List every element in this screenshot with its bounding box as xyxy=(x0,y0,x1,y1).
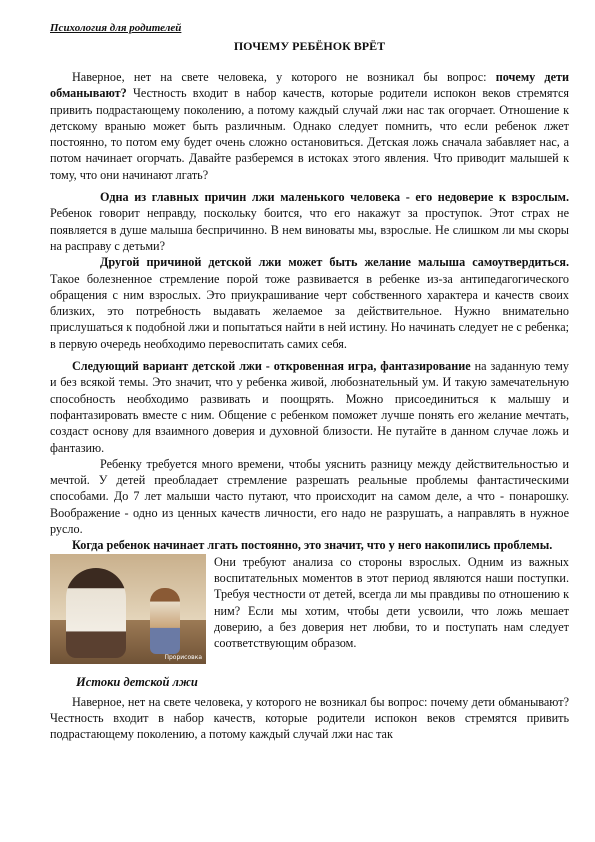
paragraph-1-rest: Честность входит в набор качеств, которые родители испокон веков стремятся привить подрастающему поколению, а потому каждый случай лжи нас так огорчает. Отношение к детскому враныю может быть различным. Однако следует помнить, что если ребенок лжет постоянно, то потом ему будет очень сложно остановиться. Детская ложь сначала забавляет нас, а потом начинает огорчать. Давайте разберемся в истоках этого явления. Что приводит малышей к тому, что они начинают лгать? xyxy=(50,86,569,182)
subheading: Истоки детской лжи xyxy=(76,674,198,689)
paragraph-3-rest: Такое болезненное стремление порой тоже развивается в ребенке из-за антипедагогического обращения с ним взрослых. Это приукрашивание черт собственного характера и качеств своих близких, это потребность выдавать желаемое за действительное. Нужно внимательно прислушаться к подобной лжи и попытаться найти в ней истину. Но начинать следует не с ребенка; в первую очередь необходимо перевоспитать самих себя. xyxy=(50,271,569,351)
document-page xyxy=(50,22,569,743)
photo-with-text xyxy=(50,554,569,664)
paragraph-4-bold: Следующий вариант детской лжи - откровенная игра, фантазирование xyxy=(72,359,471,374)
paragraph-6-rest: Они требуют анализа со стороны взрослых. Одним из важных воспитательных моментов в этот период являются наши поступки. Требуя честности от детей, всегда ли мы правдивы по отношению к ним? Если мы хотим, чтобы дети усвоили, что ложь мешает доверию, а без доверия нет любви, то и поступать нам следует соответствующим образом. xyxy=(214,554,569,651)
paragraph-3-bold: Другой причиной детской лжи может быть желание малыша самоутвердиться. xyxy=(100,255,569,270)
mother-child-photo xyxy=(50,554,206,664)
paragraph-5: Ребенку требуется много времени, чтобы уяснить разницу между действительностью и мечтой. У детей преобладает стремление разрешать реальные проблемы фантастическими способами. До 7 лет малыши часто путают, что происходит на самом деле, а что - понарошку. Воображение - одно из ценных качеств личности, его надо не разрушать, а направлять в нужное русло. xyxy=(50,456,569,537)
child-figure xyxy=(150,588,180,654)
paragraph-4-rest: на заданную тему и без всякой темы. Это значит, что у ребенка живой, любознательный ум. И такую замечательную способность необходимо развивать и поощрять. Можно присоединиться к малышу и пофантазировать вместе с ним. Общение с ребенком поможет лучше понять его желание мечтать, создаст основу для взаимного доверия и духовной близости. Не путайте в данном случае ложь и фантазию. xyxy=(50,359,569,455)
photo-watermark: Прорисовка xyxy=(164,653,202,661)
paragraph-1-bold: почему дети обманывают? xyxy=(50,70,570,101)
page-title: ПОЧЕМУ РЕБЁНОК ВРЁТ xyxy=(233,39,386,53)
paragraph-4 xyxy=(50,358,569,456)
paragraph-6-bold: Когда ребенок начинает лгать постоянно, это значит, что у него накопились проблемы. xyxy=(72,538,553,553)
rubric-heading: Психология для родителей xyxy=(50,22,182,34)
paragraph-6-intro xyxy=(50,537,569,553)
paragraph-2 xyxy=(50,189,569,254)
paragraph-2-rest: Ребенок говорит неправду, поскольку боится, что его накажут за проступок. Этот страх не появляется в душе малыша беспричинно. В нем виноваты мы, взрослые. Не слишком ли мы скоры на расправу с детьми? xyxy=(50,206,569,253)
paragraph-1-lead: Наверное, нет на свете человека, у которого не возникал бы вопрос: xyxy=(72,70,496,84)
paragraph-2-bold: Одна из главных причин лжи маленького человека - его недоверие к взрослым. xyxy=(100,190,569,205)
paragraph-7: Наверное, нет на свете человека, у которого не возникал бы вопрос: почему дети обманывают? Честность входит в набор качеств, которые родители испокон веков стремятся привить подрастающему поколению, а потому каждый случай лжи нас так xyxy=(50,694,569,742)
paragraph-1 xyxy=(50,69,569,183)
mother-figure xyxy=(66,568,126,658)
paragraph-3 xyxy=(50,254,569,352)
